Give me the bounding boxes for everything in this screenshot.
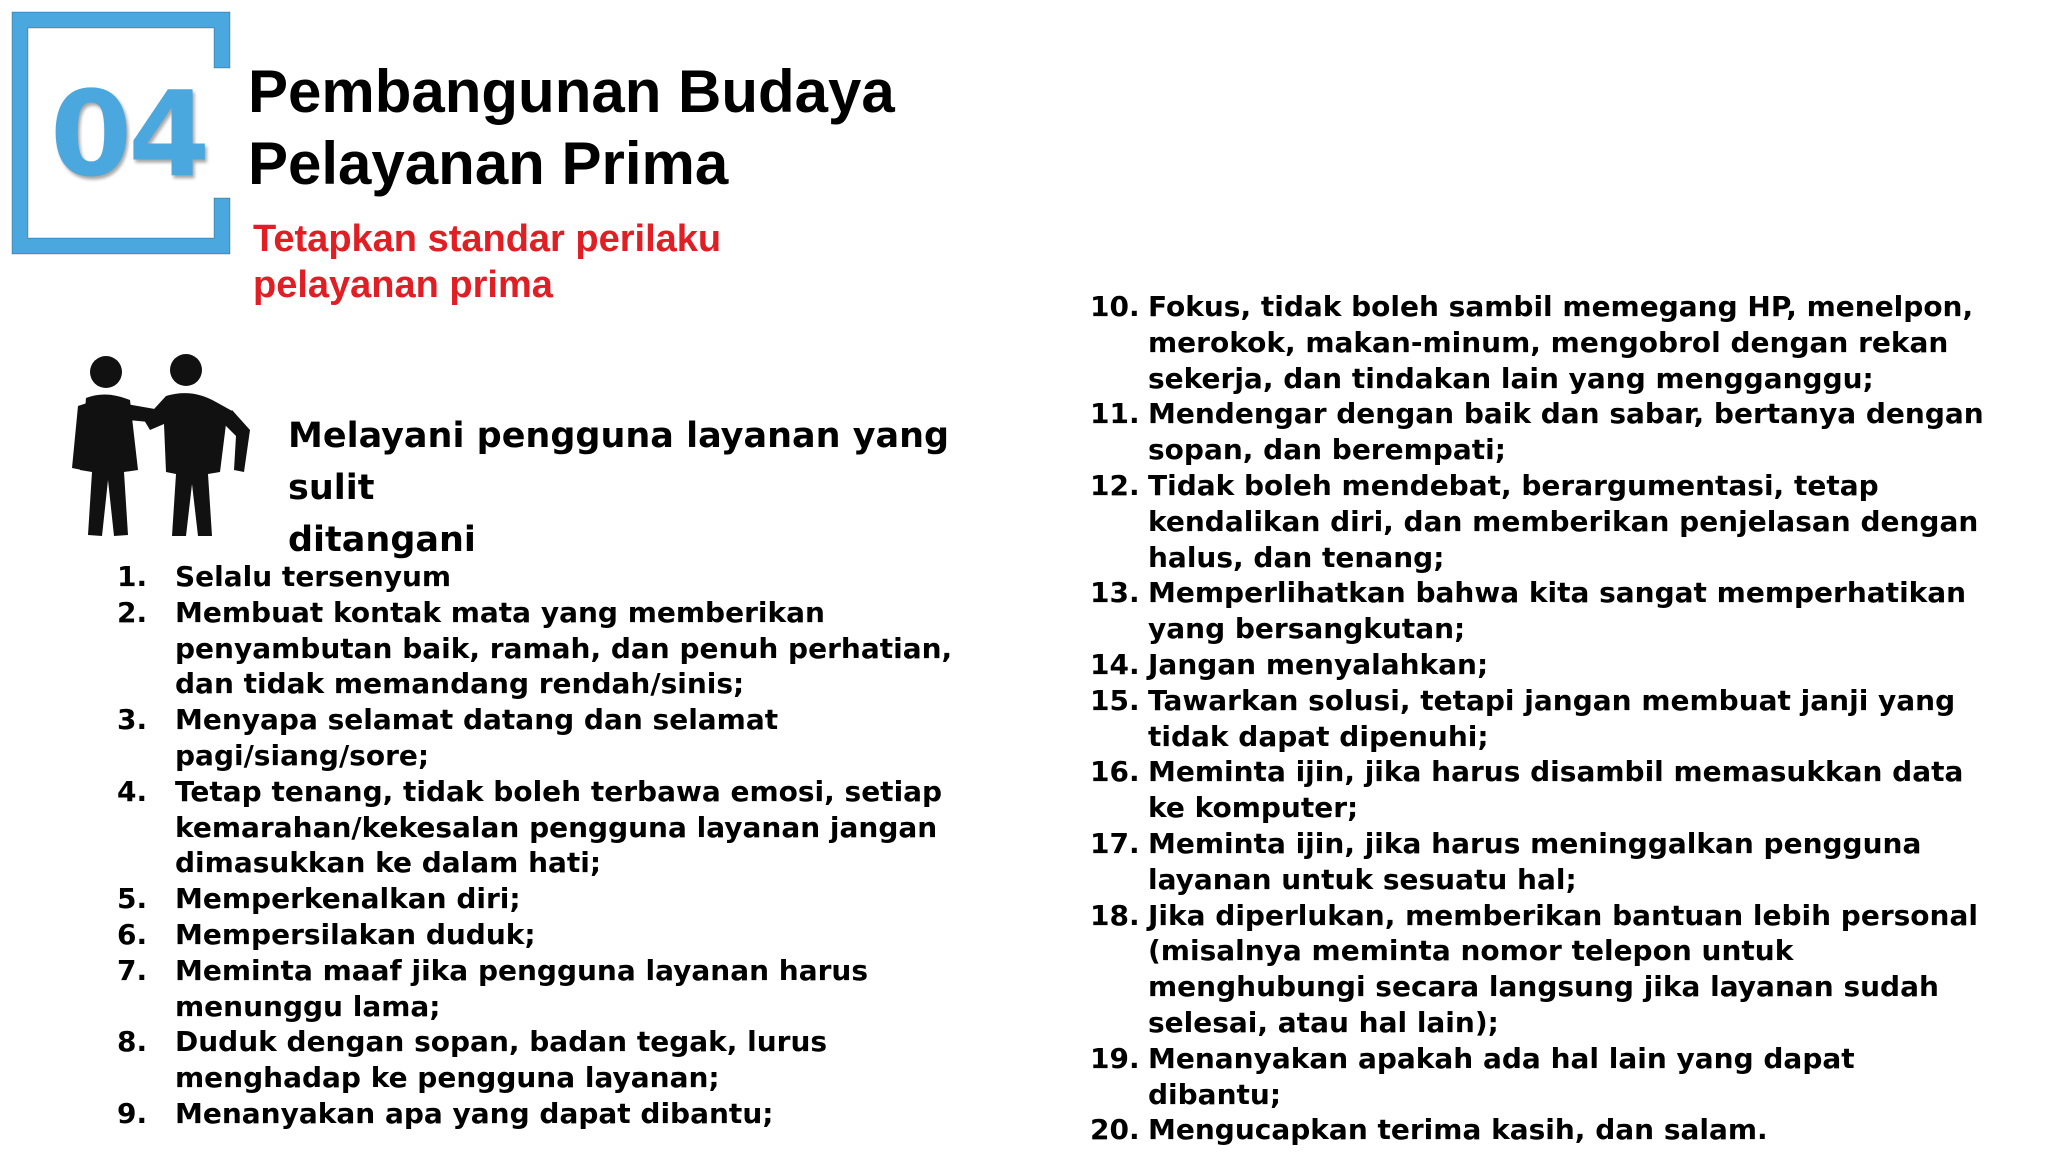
list-item	[1090, 683, 1990, 755]
list-item-number: 9.	[117, 1096, 148, 1130]
list-item-number: 2.	[117, 595, 148, 629]
list-item-text: Meminta ijin, jika harus disambil memasukkan data ke komputer;	[1148, 755, 1964, 825]
list-item	[1090, 396, 1990, 468]
list-item-text: Meminta ijin, jika harus meninggalkan pengguna layanan untuk sesuatu hal;	[1148, 826, 1922, 896]
list-item-number: 8.	[117, 1025, 148, 1059]
list-item-number: 6.	[117, 917, 148, 951]
list-item-number: 17.	[1090, 826, 1140, 860]
list-item-number: 16.	[1090, 755, 1140, 789]
list-item-text: Menanyakan apakah ada hal lain yang dapat dibantu;	[1148, 1041, 1855, 1111]
list-item-number: 19.	[1090, 1041, 1140, 1075]
list-item-text: Memperkenalkan diri;	[175, 882, 521, 916]
subtitle	[253, 216, 773, 308]
list-item-number: 20.	[1090, 1113, 1140, 1147]
list-item-text: Tidak boleh mendebat, berargumentasi, tetap kendalikan diri, dan memberikan penjelasan dengan halus, dan tenang;	[1148, 468, 1979, 574]
list-item	[117, 702, 1017, 774]
list-item	[117, 595, 1017, 702]
heading-line-1: Melayani pengguna layanan yang sulit	[288, 416, 950, 508]
list-item	[1090, 1041, 1990, 1113]
list-item-text: Jangan menyalahkan;	[1148, 647, 1489, 681]
list-item	[1090, 898, 1990, 1041]
subtitle-line-1: Tetapkan standar perilaku	[253, 218, 722, 260]
page-title	[248, 56, 948, 200]
list-item	[1090, 289, 1990, 396]
list-item-number: 11.	[1090, 397, 1140, 431]
behavior-list-left	[117, 559, 1017, 1132]
list-item	[117, 1024, 1017, 1096]
list-item	[117, 1096, 1017, 1132]
behavior-list-right	[1090, 289, 1990, 1148]
list-item-text: Menanyakan apa yang dapat dibantu;	[175, 1096, 774, 1130]
title-line-1: Pembangunan Budaya	[248, 58, 895, 125]
list-item	[1090, 575, 1990, 647]
list-item-number: 7.	[117, 953, 148, 987]
list-item-text: Mempersilakan duduk;	[175, 917, 536, 951]
list-item-text: Menyapa selamat datang dan selamat pagi/siang/sore;	[175, 703, 779, 772]
list-item-number: 5.	[117, 882, 148, 916]
list-item	[1090, 647, 1990, 683]
list-item-text: Mendengar dengan baik dan sabar, bertanya dengan sopan, dan berempati;	[1148, 397, 1984, 467]
section-heading	[288, 410, 1028, 566]
list-item	[1090, 826, 1990, 898]
list-item-number: 10.	[1090, 290, 1140, 323]
two-people-confrontation-icon	[68, 350, 258, 540]
title-line-2: Pelayanan Prima	[248, 130, 729, 197]
list-item	[117, 774, 1017, 881]
list-item	[117, 917, 1017, 953]
list-item	[1090, 754, 1990, 826]
list-item-text: Fokus, tidak boleh sambil memegang HP, menelpon, merokok, makan-minum, mengobrol dengan rekan sekerja, dan tindakan lain yang mengganggu;	[1148, 290, 1974, 395]
list-item-text: Duduk dengan sopan, badan tegak, lurus menghadap ke pengguna layanan;	[175, 1025, 828, 1095]
section-badge	[8, 8, 236, 258]
list-item-number: 1.	[117, 560, 148, 593]
subtitle-line-2: pelayanan prima	[253, 264, 553, 306]
list-item-text: Membuat kontak mata yang memberikan penyambutan baik, ramah, dan penuh perhatian, dan tidak memandang rendah/sinis;	[175, 595, 953, 701]
list-item-number: 12.	[1090, 468, 1140, 502]
two-people-icon	[68, 350, 258, 540]
list-item	[1090, 1112, 1990, 1148]
list-item-text: Memperlihatkan bahwa kita sangat memperhatikan yang bersangkutan;	[1148, 576, 1967, 646]
list-item-text: Meminta maaf jika pengguna layanan harus menunggu lama;	[175, 953, 869, 1023]
list-item-number: 18.	[1090, 898, 1140, 932]
list-item-text: Tetap tenang, tidak boleh terbawa emosi, setiap kemarahan/kekesalan pengguna layanan jangan dimasukkan ke dalam hati;	[175, 774, 943, 880]
list-item-number: 13.	[1090, 576, 1140, 610]
section-number: 04	[50, 65, 207, 203]
list-item	[1090, 468, 1990, 575]
list-item-number: 4.	[117, 774, 148, 808]
list-item	[117, 559, 1017, 595]
list-item-number: 15.	[1090, 683, 1140, 717]
list-item	[117, 881, 1017, 917]
list-item	[117, 953, 1017, 1025]
list-item-number: 14.	[1090, 647, 1140, 681]
list-item-text: Jika diperlukan, memberikan bantuan lebih personal (misalnya meminta nomor telepon untuk menghubungi secara langsung jika layanan sudah selesai, atau hal lain);	[1148, 898, 1978, 1039]
list-item-text: Mengucapkan terima kasih, dan salam.	[1148, 1113, 1768, 1147]
list-item-text: Selalu tersenyum	[175, 560, 452, 593]
list-item-text: Tawarkan solusi, tetapi jangan membuat janji yang tidak dapat dipenuhi;	[1148, 683, 1956, 753]
heading-line-2: ditangani	[288, 520, 476, 560]
list-item-number: 3.	[117, 703, 148, 737]
